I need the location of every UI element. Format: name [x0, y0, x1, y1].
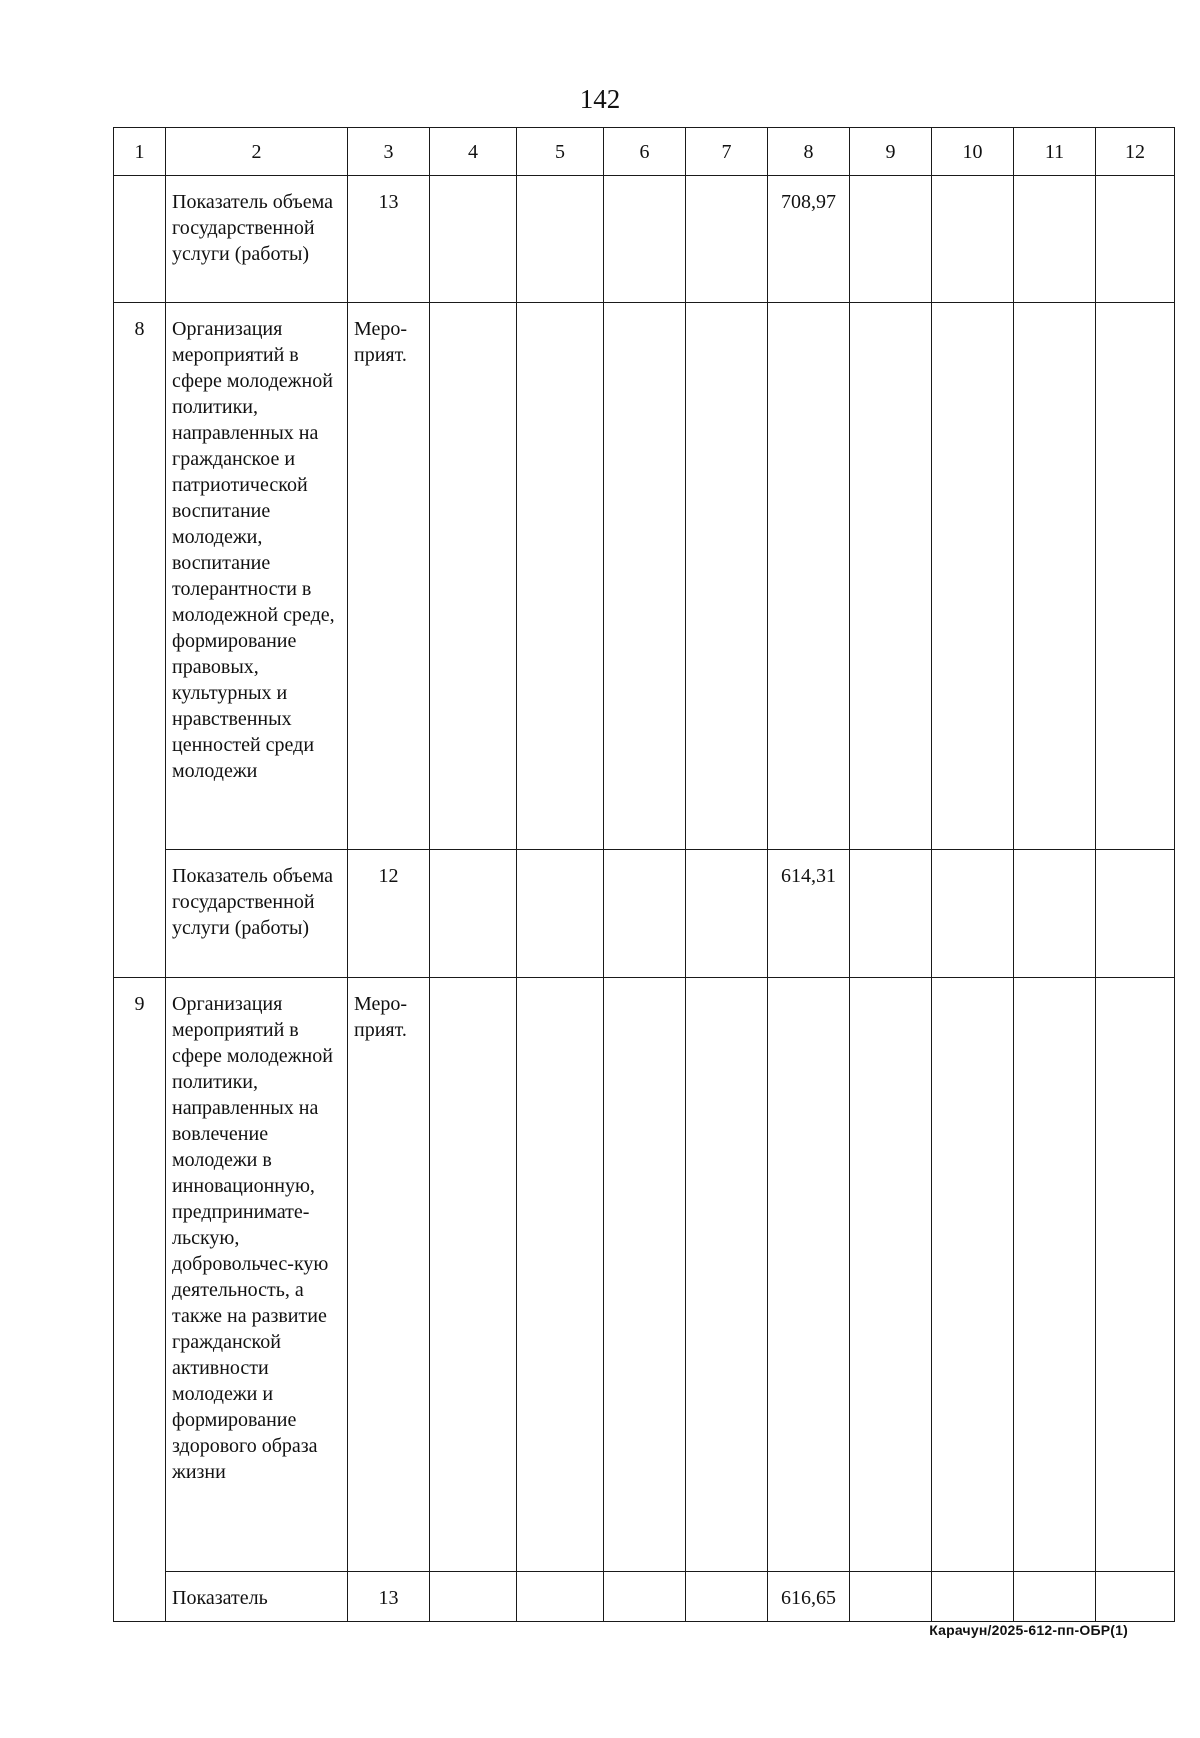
header-cell-6: 6: [604, 128, 686, 176]
row-value-col8: [768, 978, 850, 1572]
row-number: 8: [114, 303, 166, 850]
row-cell-12: [1096, 303, 1175, 850]
row-unit: [348, 978, 430, 1572]
row-cell-12: [1096, 1572, 1175, 1622]
unit-line-2: прият.: [354, 1019, 407, 1041]
row-cell-10: [932, 1572, 1014, 1622]
row-cell-6: [604, 850, 686, 978]
row-cell-7: [686, 303, 768, 850]
row-cell-9: [850, 303, 932, 850]
row-name: Организация мероприятий в сфере молодежной политики, направленных на гражданское и патриотической воспитание молодежи, воспитание толерантности в молодежной среде, формирование правовых, культурных и нравственных ценностей среди молодежи: [166, 303, 348, 850]
row-cell-7: [686, 176, 768, 303]
row-name: Показатель объема государственной услуги (работы): [166, 176, 348, 303]
row-cell-6: [604, 303, 686, 850]
row-cell-7: [686, 850, 768, 978]
row-value-col8: [768, 303, 850, 850]
document-code: Карачун/2025-612-пп-ОБР(1): [929, 1622, 1128, 1638]
row-cell-12: [1096, 850, 1175, 978]
row-cell-9: [850, 978, 932, 1572]
row-cell-6: [604, 978, 686, 1572]
header-cell-4: 4: [430, 128, 517, 176]
row-cell-11: [1014, 303, 1096, 850]
row-cell-4: [430, 303, 517, 850]
row-unit: [348, 303, 430, 850]
row-cell-12: [1096, 978, 1175, 1572]
row-unit: 13: [348, 1572, 430, 1622]
row-name: Показатель объема государственной услуги (работы): [166, 850, 348, 978]
row-cell-7: [686, 978, 768, 1572]
row-cell-9: [850, 1572, 932, 1622]
unit-line-1: Меро-: [354, 993, 408, 1015]
row-cell-6: [604, 1572, 686, 1622]
row-number: [114, 1572, 166, 1622]
table-row: [114, 978, 1175, 1572]
row-cell-9: [850, 850, 932, 978]
row-cell-12: [1096, 176, 1175, 303]
row-name: Показатель: [166, 1572, 348, 1622]
row-cell-10: [932, 978, 1014, 1572]
row-number: 9: [114, 978, 166, 1572]
row-number: [114, 176, 166, 303]
row-cell-5: [517, 978, 604, 1572]
row-cell-4: [430, 176, 517, 303]
header-cell-11: 11: [1014, 128, 1096, 176]
table-row: [114, 303, 1175, 850]
row-cell-10: [932, 850, 1014, 978]
row-unit: 13: [348, 176, 430, 303]
row-cell-11: [1014, 176, 1096, 303]
row-cell-7: [686, 1572, 768, 1622]
row-number: [114, 850, 166, 978]
row-cell-11: [1014, 978, 1096, 1572]
header-cell-3: 3: [348, 128, 430, 176]
table-row: [114, 1572, 1175, 1622]
row-cell-5: [517, 176, 604, 303]
row-cell-5: [517, 303, 604, 850]
header-cell-9: 9: [850, 128, 932, 176]
page-number: 142: [579, 84, 621, 114]
data-table: [113, 127, 1175, 1622]
row-unit: 12: [348, 850, 430, 978]
row-value-col8: 616,65: [768, 1572, 850, 1622]
row-cell-6: [604, 176, 686, 303]
unit-line-1: Меро-: [354, 318, 408, 340]
header-cell-1: 1: [114, 128, 166, 176]
row-cell-10: [932, 303, 1014, 850]
row-cell-5: [517, 1572, 604, 1622]
row-value-col8: 614,31: [768, 850, 850, 978]
row-cell-5: [517, 850, 604, 978]
table-header-row: [114, 128, 1175, 176]
header-cell-5: 5: [517, 128, 604, 176]
row-cell-9: [850, 176, 932, 303]
header-cell-10: 10: [932, 128, 1014, 176]
header-cell-7: 7: [686, 128, 768, 176]
header-cell-8: 8: [768, 128, 850, 176]
row-name: Организация мероприятий в сфере молодежной политики, направленных на вовлечение молодежи в инновационную, предпринимате-льскую, добровольчес-кую деятельность, а также на развитие гражданской активности молодежи и формирование здорового образа жизни: [166, 978, 348, 1572]
row-cell-11: [1014, 1572, 1096, 1622]
row-cell-4: [430, 1572, 517, 1622]
table-row: [114, 176, 1175, 303]
header-cell-12: 12: [1096, 128, 1175, 176]
row-cell-4: [430, 850, 517, 978]
unit-line-2: прият.: [354, 344, 407, 366]
row-cell-10: [932, 176, 1014, 303]
row-cell-4: [430, 978, 517, 1572]
header-cell-2: 2: [166, 128, 348, 176]
row-cell-11: [1014, 850, 1096, 978]
table-row: [114, 850, 1175, 978]
row-value-col8: 708,97: [768, 176, 850, 303]
